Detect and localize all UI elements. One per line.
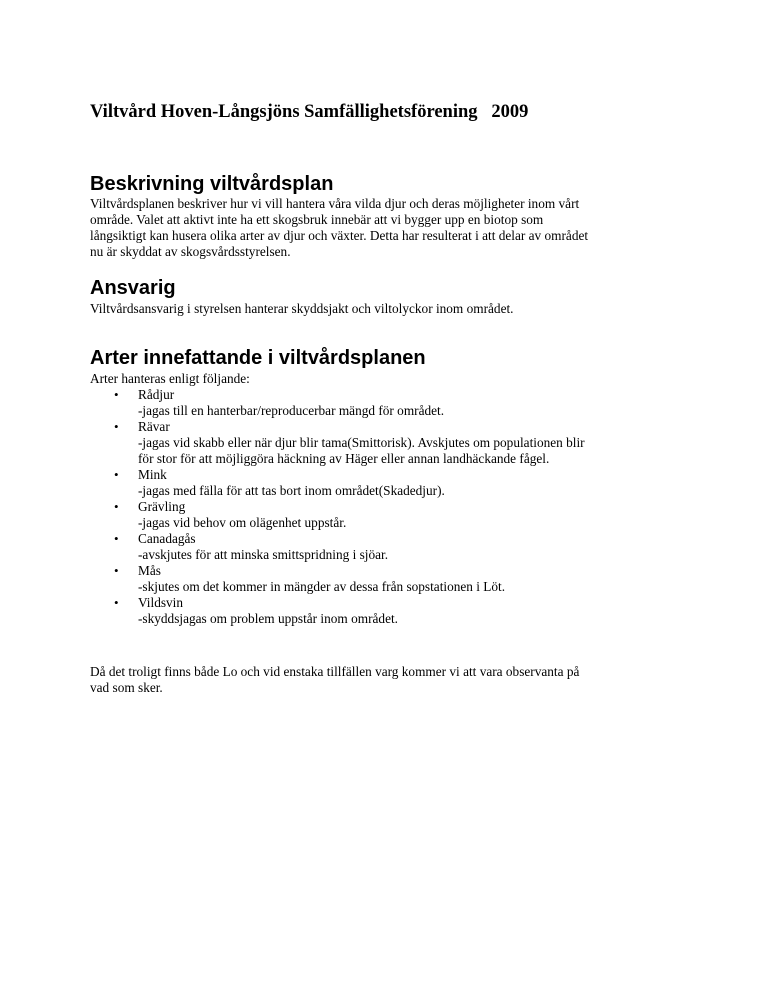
bullet-icon: • <box>114 563 119 578</box>
bullet-icon: • <box>114 467 119 482</box>
species-description: -jagas till en hanterbar/reproducerbar mängd för området. <box>138 403 445 418</box>
species-name: Rävar <box>138 419 170 434</box>
list-item <box>90 531 585 563</box>
closing-paragraph <box>90 664 690 696</box>
section-heading-description: Beskrivning viltvårdsplan <box>90 173 334 195</box>
species-name: Mink <box>138 467 167 482</box>
species-name: Vildsvin <box>138 595 184 610</box>
closing-line-1: Då det troligt finns både Lo och vid enstaka tillfällen varg kommer vi att vara observanta på <box>90 664 580 679</box>
section-heading-species: Arter innefattande i viltvårdsplanen <box>90 347 426 369</box>
list-item <box>90 387 585 419</box>
description-line-3: långsiktigt kan husera olika arter av djur och växter. Detta har resulterat i att delar av området <box>90 228 589 243</box>
list-item <box>90 467 585 499</box>
section-heading-responsible: Ansvarig <box>90 277 176 299</box>
bullet-icon: • <box>114 419 119 434</box>
description-line-2: område. Valet att aktivt inte ha ett skogsbruk innebär att vi bygger upp en biotop som <box>90 212 544 227</box>
species-intro-line: Arter hanteras enligt följande: <box>90 371 250 386</box>
species-description: -jagas vid skabb eller när djur blir tama(Smittorisk). Avskjutes om populationen blir <box>138 435 585 450</box>
species-description: för stor för att möjliggöra häckning av Häger eller annan landhäckande fågel. <box>138 451 550 466</box>
bullet-icon: • <box>114 499 119 514</box>
species-list <box>90 387 585 627</box>
description-line-4: nu är skyddat av skogsvårdsstyrelsen. <box>90 244 291 259</box>
responsible-paragraph <box>90 301 690 317</box>
list-item <box>90 419 585 467</box>
document-title: Viltvård Hoven-Långsjöns Samfällighetsförening 2009 <box>90 102 529 122</box>
list-item <box>90 499 585 531</box>
species-description: -skyddsjagas om problem uppstår inom området. <box>138 611 398 626</box>
description-line-1: Viltvårdsplanen beskriver hur vi vill hantera våra vilda djur och deras möjligheter inom vårt <box>90 196 580 211</box>
species-description: -avskjutes för att minska smittspridning i sjöar. <box>138 547 389 562</box>
species-description: -jagas med fälla för att tas bort inom området(Skadedjur). <box>138 483 445 498</box>
responsible-line: Viltvårdsansvarig i styrelsen hanterar skyddsjakt och viltolyckor inom området. <box>90 301 514 316</box>
species-description: -skjutes om det kommer in mängder av dessa från sopstationen i Löt. <box>138 579 506 594</box>
bullet-icon: • <box>114 531 119 546</box>
species-name: Mås <box>138 563 161 578</box>
species-intro <box>90 371 690 387</box>
description-paragraph <box>90 196 690 260</box>
bullet-icon: • <box>114 387 119 402</box>
species-name: Rådjur <box>138 387 175 402</box>
species-name: Grävling <box>138 499 186 514</box>
closing-line-2: vad som sker. <box>90 680 163 695</box>
species-description: -jagas vid behov om olägenhet uppstår. <box>138 515 347 530</box>
list-item <box>90 595 585 627</box>
bullet-icon: • <box>114 595 119 610</box>
list-item <box>90 563 585 595</box>
species-name: Canadagås <box>138 531 196 546</box>
